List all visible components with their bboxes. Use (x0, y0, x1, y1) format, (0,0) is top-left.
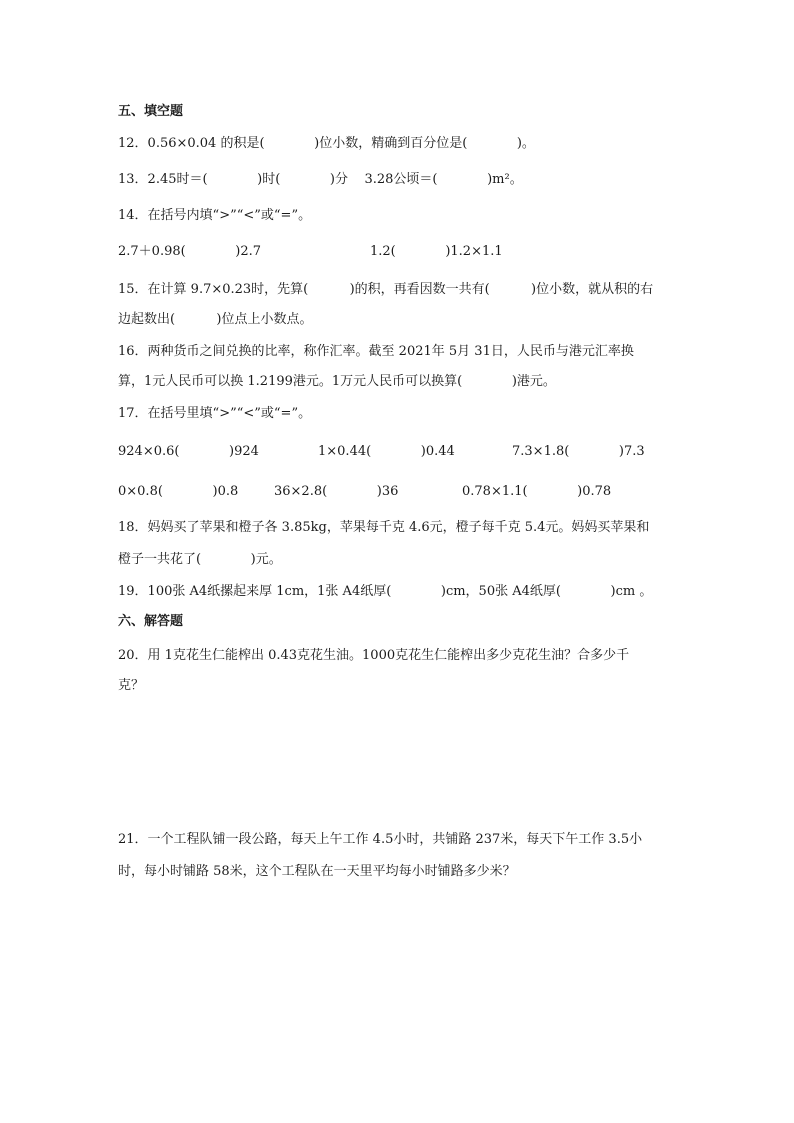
q14-item-1: 2.7＋0.98( )2.7 (118, 244, 262, 259)
q17-item-1: 924×0.6( )924 (118, 444, 259, 459)
question-20-line-2: 克？ (118, 678, 145, 693)
q17-item-6: 0.78×1.1( )0.78 (462, 484, 612, 499)
q17-item-3: 7.3×1.8( )7.3 (512, 444, 645, 459)
question-21-line-1: 21．一个工程队铺一段公路，每天上午工作 4.5小时，共铺路 237米，每天下午工作 3.5小 (118, 832, 643, 847)
question-17: 17．在括号里填“>”“<”或“=”。 (118, 406, 312, 421)
q17-item-5: 36×2.8( )36 (274, 484, 399, 499)
question-20-line-1: 20．用 1克花生仁能榨出 0.43克花生油。1000克花生仁能榨出多少克花生油？合多少千 (118, 648, 630, 663)
question-13: 13．2.45时＝( )时( )分 3.28公顷＝( )m²。 (118, 172, 523, 187)
question-16-line-2: 算，1元人民币可以换 1.2199港元。1万元人民币可以换算( )港元。 (118, 374, 556, 389)
question-16-line-1: 16．两种货币之间兑换的比率，称作汇率。截至 2021年 5月 31日，人民币与港元汇率换 (118, 344, 634, 359)
question-14: 14．在括号内填“>”“<”或“=”。 (118, 208, 312, 223)
question-21-line-2: 时，每小时铺路 58米，这个工程队在一天里平均每小时铺路多少米？ (118, 864, 516, 879)
section-title-solve: 六、解答题 (118, 614, 184, 629)
question-15-line-2: 边起数出( )位点上小数点。 (118, 312, 313, 327)
q17-item-4: 0×0.8( )0.8 (118, 484, 239, 499)
q17-item-2: 1×0.44( )0.44 (318, 444, 455, 459)
question-12: 12．0.56×0.04 的积是( )位小数，精确到百分位是( )。 (118, 136, 535, 151)
question-18-line-2: 橙子一共花了( )元。 (118, 552, 282, 567)
question-19: 19．100张 A4纸摞起来厚 1cm，1张 A4纸厚( )cm，50张 A4纸厚( )cm 。 (118, 584, 653, 599)
question-18-line-1: 18．妈妈买了苹果和橙子各 3.85kg，苹果每千克 4.6元，橙子每千克 5.4元。妈妈买苹果和 (118, 520, 650, 535)
q14-item-2: 1.2( )1.2×1.1 (370, 244, 503, 259)
section-title-fill-blank: 五、填空题 (118, 104, 184, 119)
question-15-line-1: 15．在计算 9.7×0.23时，先算( )的积，再看因数一共有( )位小数，就从积的右 (118, 282, 654, 297)
